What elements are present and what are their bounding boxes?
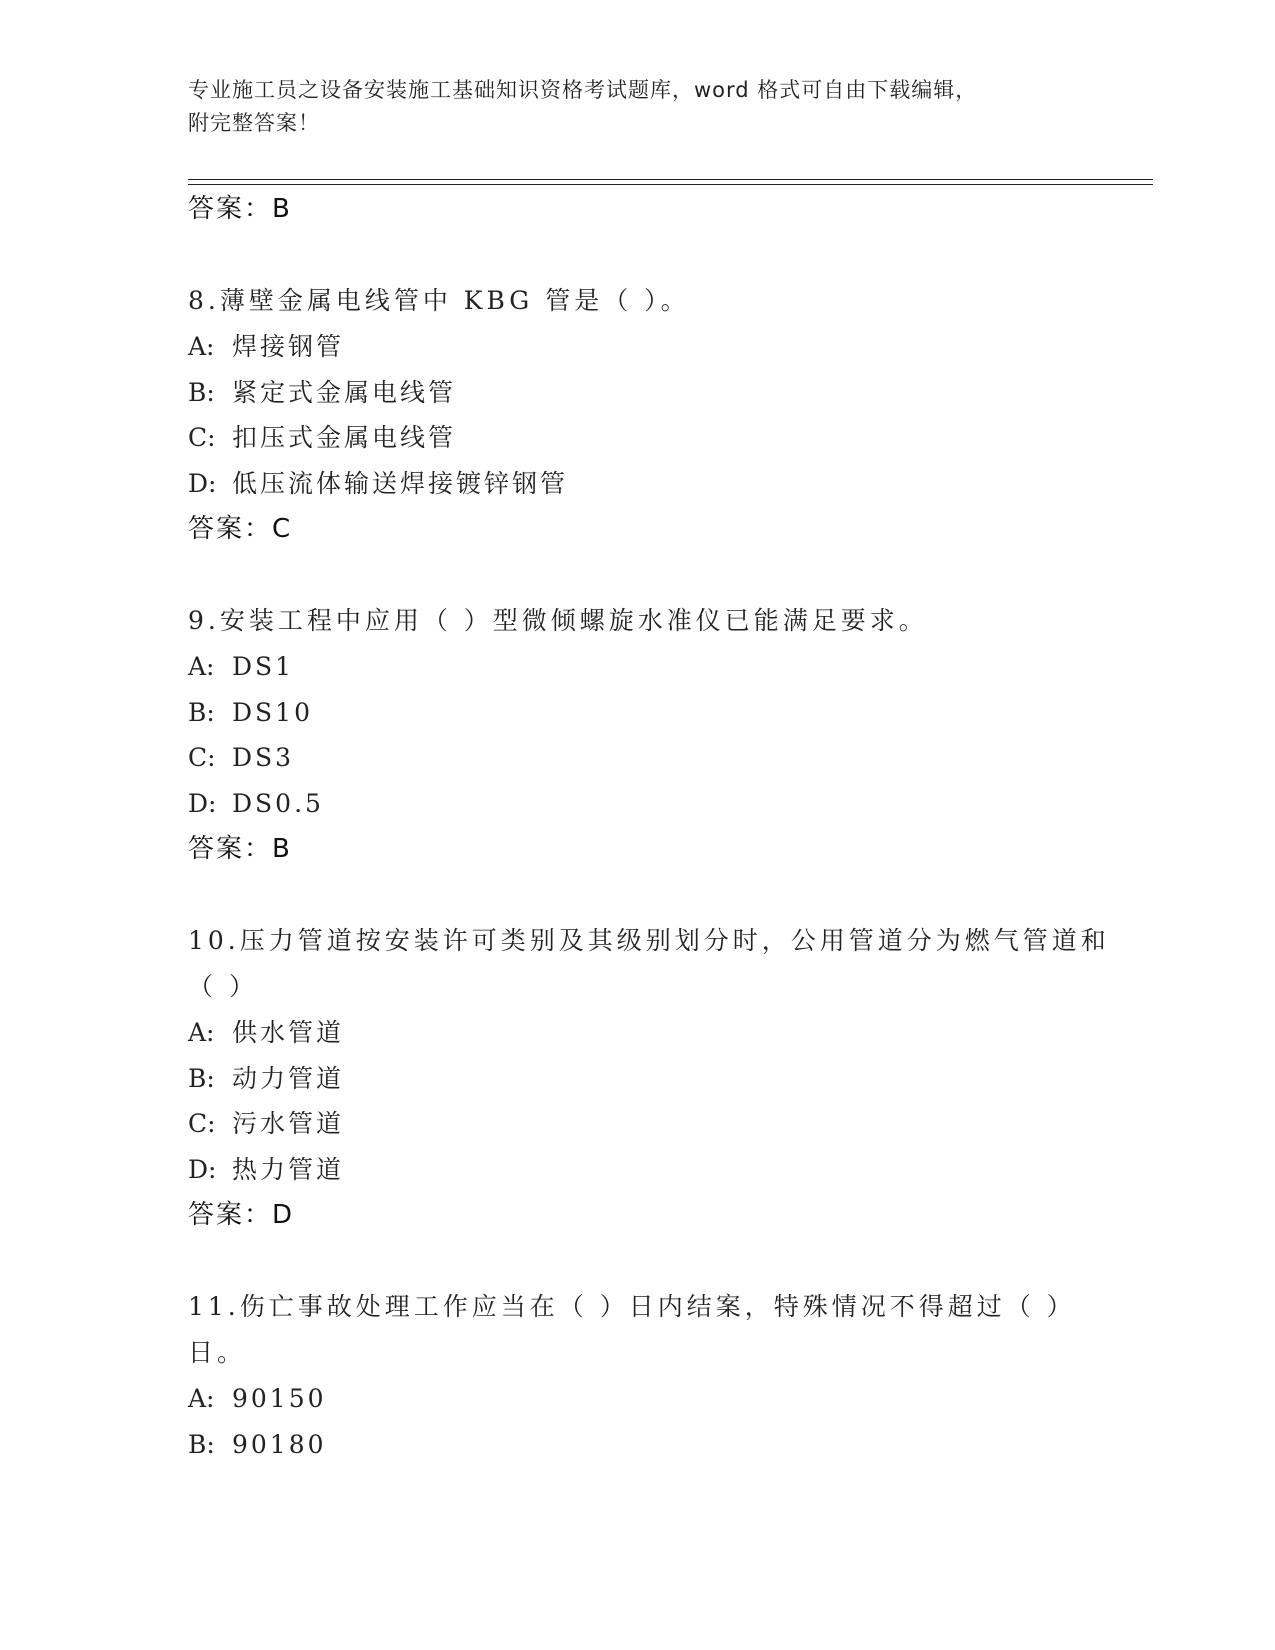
answer-line <box>188 826 1118 872</box>
question-stem: 10.压力管道按安装许可类别及其级别划分时，公用管道分为燃气管道和（ ） <box>188 926 1110 1001</box>
answer-value: C <box>272 514 293 544</box>
option-letter: B: <box>188 1063 215 1093</box>
option-text: 焊接钢管 <box>232 332 345 361</box>
option-text: 动力管道 <box>232 1063 345 1093</box>
answer-label: 答案： <box>188 1200 273 1230</box>
option-letter: D: <box>188 1154 217 1184</box>
option-a <box>188 644 1118 690</box>
header-divider-bottom <box>188 184 1153 185</box>
option-letter: D: <box>188 468 217 498</box>
option-text: 供水管道 <box>232 1018 345 1047</box>
option-letter: A: <box>188 652 215 681</box>
answer-value: D <box>272 1200 295 1230</box>
option-letter: A: <box>188 1018 215 1047</box>
answer-line <box>188 186 1118 232</box>
option-d <box>188 781 1118 827</box>
spacer <box>188 232 1118 278</box>
option-letter: C: <box>188 743 216 772</box>
option-letter: C: <box>188 423 216 452</box>
option-text: 扣压式金属电线管 <box>232 423 457 452</box>
option-b <box>188 1056 1118 1102</box>
option-b <box>188 370 1118 416</box>
option-letter: D: <box>188 788 217 818</box>
answer-line <box>188 1192 1118 1238</box>
question-stem: 11.伤亡事故处理工作应当在（ ）日内结案，特殊情况不得超过（ ）日。 <box>188 1292 1076 1367</box>
question-stem: 9.安装工程中应用（ ）型微倾螺旋水准仪已能满足要求。 <box>188 606 928 635</box>
question-stem: 8.薄壁金属电线管中 KBG 管是（ ）。 <box>188 286 690 315</box>
option-a <box>188 1376 1118 1422</box>
option-text: DS10 <box>232 697 313 727</box>
option-c <box>188 415 1118 461</box>
option-letter: A: <box>188 1384 215 1413</box>
option-text: 紧定式金属电线管 <box>232 377 457 407</box>
option-text: DS1 <box>232 652 295 681</box>
option-c <box>188 1101 1118 1147</box>
header-line-2: 附完整答案！ <box>188 111 320 135</box>
option-b <box>188 1422 1118 1468</box>
answer-label: 答案： <box>188 834 273 864</box>
question-block <box>188 918 1118 1238</box>
option-text: 热力管道 <box>232 1154 345 1184</box>
option-text: 90150 <box>232 1384 327 1413</box>
question-block <box>188 278 1118 552</box>
option-text: 90180 <box>232 1429 327 1459</box>
option-text: 低压流体输送焊接镀锌钢管 <box>232 468 569 498</box>
header-line-1: 专业施工员之设备安装施工基础知识资格考试题库，word 格式可自由下载编辑， <box>188 78 978 102</box>
spacer <box>188 552 1118 598</box>
option-letter: B: <box>188 1429 215 1459</box>
option-b <box>188 690 1118 736</box>
answer-value: B <box>272 834 292 864</box>
option-a <box>188 1010 1118 1056</box>
option-a <box>188 324 1118 370</box>
question-block <box>188 598 1118 872</box>
option-text: 污水管道 <box>232 1109 345 1138</box>
answer-value: B <box>272 194 292 224</box>
option-letter: C: <box>188 1109 216 1138</box>
option-letter: B: <box>188 697 215 727</box>
option-d <box>188 1147 1118 1193</box>
answer-line <box>188 506 1118 552</box>
question-list <box>188 186 1118 1467</box>
option-letter: B: <box>188 377 215 407</box>
option-c <box>188 735 1118 781</box>
document-header <box>188 74 1088 140</box>
question-block <box>188 1284 1118 1467</box>
spacer <box>188 1238 1118 1284</box>
spacer <box>188 872 1118 918</box>
option-text: DS3 <box>232 743 295 772</box>
answer-label: 答案： <box>188 514 273 544</box>
header-divider-top <box>188 179 1153 180</box>
option-d <box>188 461 1118 507</box>
option-text: DS0.5 <box>232 788 324 818</box>
option-letter: A: <box>188 332 215 361</box>
answer-label: 答案： <box>188 194 273 224</box>
